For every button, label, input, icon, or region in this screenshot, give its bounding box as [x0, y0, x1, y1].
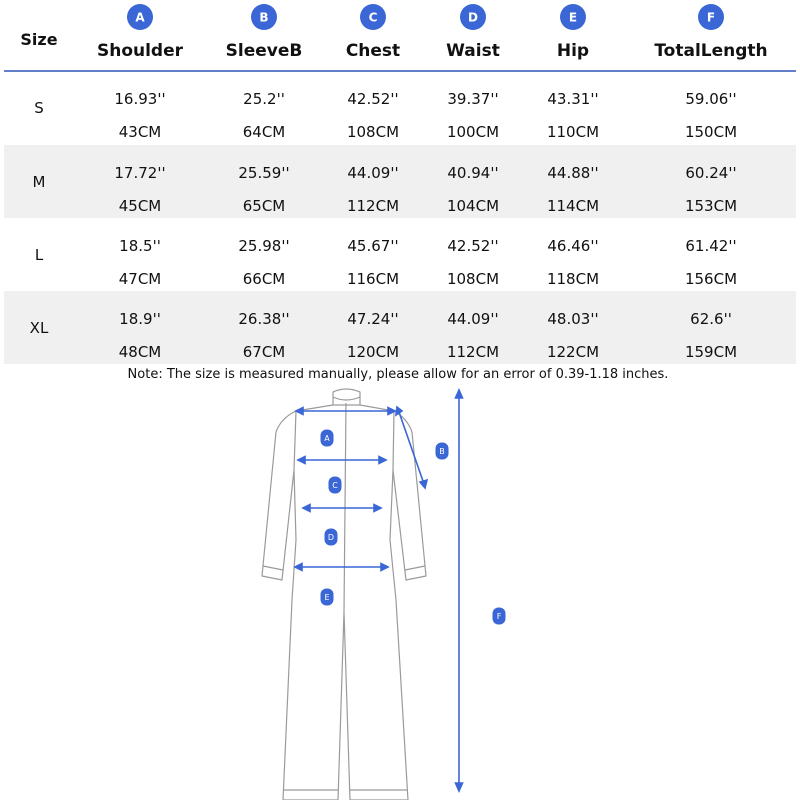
- size-label: M: [32, 173, 46, 191]
- inch-value: 18.5'': [119, 237, 161, 255]
- left-cuff: [263, 566, 283, 570]
- header-badge-letter: D: [468, 10, 478, 25]
- column-title: Waist: [446, 41, 500, 61]
- diagram-badge-letter: E: [324, 593, 330, 602]
- collar-line: [333, 397, 360, 400]
- inch-value: 40.94'': [447, 164, 499, 182]
- left-sleeve-seam: [294, 411, 296, 470]
- measurement-note: Note: The size is measured manually, please allow for an error of 0.39-1.18 inches.: [127, 367, 669, 382]
- column-header-waist: [446, 4, 500, 61]
- inch-value: 61.42'': [685, 237, 737, 255]
- right-cuff: [405, 566, 425, 570]
- column-title: Shoulder: [96, 41, 184, 61]
- header-badge-letter: A: [135, 10, 145, 25]
- column-headers: [97, 4, 768, 61]
- inch-value: 46.46'': [547, 237, 599, 255]
- garment-diagram: [262, 389, 426, 800]
- header-badge-letter: C: [368, 10, 378, 25]
- column-title: Chest: [345, 41, 401, 61]
- inch-value: 60.24'': [685, 164, 737, 182]
- size-row-l: [35, 237, 737, 288]
- column-header-chest: [346, 4, 400, 61]
- cm-value: 110CM: [546, 123, 600, 141]
- arrow-sleeve: [399, 412, 424, 484]
- inch-value: 18.9'': [119, 310, 161, 328]
- size-label: S: [34, 99, 44, 117]
- column-header-shoulder: [97, 4, 184, 61]
- inch-value: 17.72'': [114, 164, 166, 182]
- inch-value: 16.93'': [114, 90, 166, 108]
- column-title: TotalLength: [654, 41, 768, 61]
- cm-value: 116CM: [346, 270, 400, 288]
- cm-value: 64CM: [242, 123, 286, 141]
- column-title: SleeveB: [225, 41, 303, 61]
- cm-value: 47CM: [118, 270, 162, 288]
- inch-value: 59.06'': [685, 90, 737, 108]
- diagram-badge-letter: B: [439, 447, 445, 456]
- inch-value: 62.6'': [690, 310, 732, 328]
- inch-value: 44.88'': [547, 164, 599, 182]
- diagram-badge-a: [321, 430, 334, 447]
- inch-value: 42.52'': [447, 237, 499, 255]
- column-header-hip: [557, 4, 589, 61]
- inch-value: 25.2'': [243, 90, 285, 108]
- inch-value: 43.31'': [547, 90, 599, 108]
- cm-value: 153CM: [684, 197, 738, 215]
- collar-outline: [333, 389, 360, 405]
- header-badge-letter: E: [568, 10, 578, 25]
- inch-value: 48.03'': [547, 310, 599, 328]
- cm-value: 120CM: [346, 343, 400, 361]
- size-header: Size: [20, 30, 58, 49]
- diagram-badge-letter: F: [496, 612, 502, 621]
- inch-value: 44.09'': [347, 164, 399, 182]
- cm-value: 122CM: [546, 343, 600, 361]
- header-badge-letter: F: [706, 10, 716, 25]
- cm-value: 159CM: [684, 343, 738, 361]
- right-sleeve-seam: [393, 411, 394, 470]
- diagram-badge-e: [321, 589, 334, 606]
- size-row-s: [34, 90, 737, 141]
- diagram-badge-letter: A: [324, 434, 330, 443]
- size-label: XL: [29, 319, 49, 337]
- inch-value: 44.09'': [447, 310, 499, 328]
- cm-value: 100CM: [446, 123, 500, 141]
- cm-value: 118CM: [546, 270, 600, 288]
- inch-value: 25.98'': [238, 237, 290, 255]
- cm-value: 65CM: [242, 197, 286, 215]
- cm-value: 114CM: [546, 197, 600, 215]
- size-label: L: [34, 246, 44, 264]
- cm-value: 67CM: [242, 343, 286, 361]
- inch-value: 47.24'': [347, 310, 399, 328]
- inch-value: 45.67'': [347, 237, 399, 255]
- column-header-totallength: [654, 4, 767, 61]
- diagram-badges: [321, 430, 506, 625]
- cm-value: 108CM: [446, 270, 500, 288]
- cm-value: 43CM: [118, 123, 162, 141]
- diagram-badge-c: [329, 477, 342, 494]
- cm-value: 150CM: [684, 123, 738, 141]
- inch-value: 25.59'': [238, 164, 290, 182]
- inch-value: 26.38'': [238, 310, 290, 328]
- cm-value: 45CM: [118, 197, 162, 215]
- cm-value: 48CM: [118, 343, 162, 361]
- cm-value: 112CM: [446, 343, 500, 361]
- column-title: Hip: [556, 41, 590, 61]
- diagram-badge-b: [436, 443, 449, 460]
- diagram-badge-d: [325, 529, 338, 546]
- header-badge-letter: B: [259, 10, 269, 25]
- diagram-badge-letter: D: [327, 533, 335, 542]
- inch-value: 39.37'': [447, 90, 499, 108]
- cm-value: 108CM: [346, 123, 400, 141]
- column-header-sleeveb: [226, 4, 303, 61]
- diagram-badge-letter: C: [332, 481, 338, 490]
- cm-value: 66CM: [242, 270, 286, 288]
- diagram-badge-f: [493, 608, 506, 625]
- inch-value: 42.52'': [347, 90, 399, 108]
- cm-value: 156CM: [684, 270, 738, 288]
- cm-value: 112CM: [346, 197, 400, 215]
- cm-value: 104CM: [446, 197, 500, 215]
